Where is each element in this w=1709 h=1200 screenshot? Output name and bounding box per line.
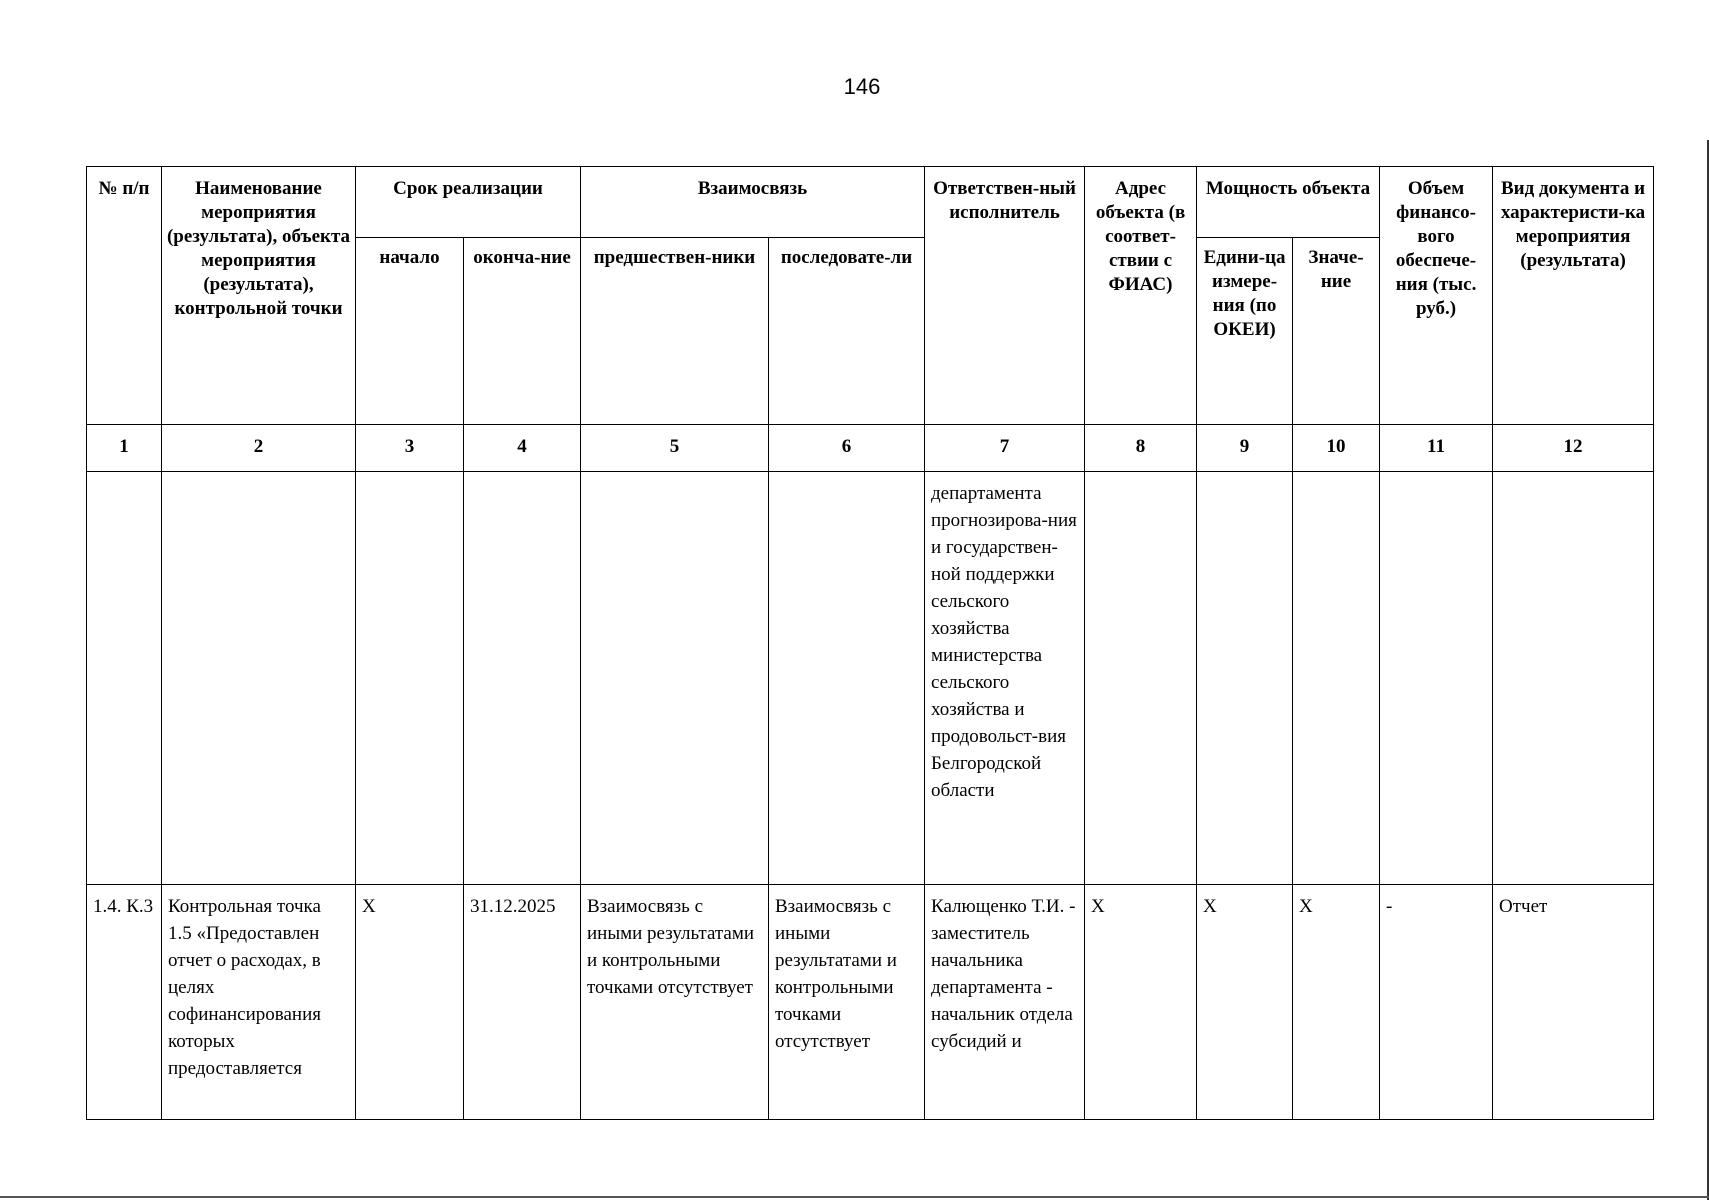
cell-successors: Взаимосвязь с иными результатами и контрольными точками отсутствует [769, 885, 925, 1120]
table-row [87, 472, 1654, 885]
column-number: 5 [581, 425, 769, 472]
cell-address [1085, 472, 1197, 885]
cell-predecessors [581, 472, 769, 885]
table-row [87, 885, 1654, 1120]
column-number: 4 [464, 425, 581, 472]
cell-end: 31.12.2025 [464, 885, 581, 1120]
cell-unit: Х [1197, 885, 1293, 1120]
column-number: 1 [87, 425, 162, 472]
cell-name: Контрольная точка 1.5 «Предоставлен отчет о расходах, в целях софинансирования которых предоставляется [162, 885, 356, 1120]
header-value: Значе-ние [1293, 238, 1380, 425]
column-number: 2 [162, 425, 356, 472]
header-name: Наименование мероприятия (результата), объекта мероприятия (результата), контрольной точки [162, 167, 356, 425]
page-frame-bottom [0, 1196, 1709, 1198]
header-unit: Едини-ца измере-ния (по ОКЕИ) [1197, 238, 1293, 425]
cell-number: 1.4. К.3 [87, 885, 162, 1120]
cell-start: Х [356, 885, 464, 1120]
cell-name [162, 472, 356, 885]
column-number: 12 [1493, 425, 1654, 472]
cell-responsible: департамента прогнозирова-ния и государствен-ной поддержки сельского хозяйства министерства сельского хозяйства и продовольст-вия Белгородской области [925, 472, 1085, 885]
column-numbers-row [87, 425, 1654, 472]
cell-unit [1197, 472, 1293, 885]
page-number: 146 [843, 74, 881, 99]
cell-end [464, 472, 581, 885]
header-doc-type: Вид документа и характеристи-ка мероприятия (результата) [1493, 167, 1654, 425]
cell-responsible: Калющенко Т.И. - заместитель начальника департамента - начальник отдела субсидий и [925, 885, 1085, 1120]
cell-number [87, 472, 162, 885]
header-period: Срок реализации [356, 167, 581, 238]
cell-value: Х [1293, 885, 1380, 1120]
header-predecessors: предшествен-ники [581, 238, 769, 425]
header-end: оконча-ние [464, 238, 581, 425]
header-address: Адрес объекта (в соответ-ствии с ФИАС) [1085, 167, 1197, 425]
column-number: 6 [769, 425, 925, 472]
cell-finance [1380, 472, 1493, 885]
table-header-row-1 [87, 167, 1654, 238]
cell-value [1293, 472, 1380, 885]
cell-address: Х [1085, 885, 1197, 1120]
header-link: Взаимосвязь [581, 167, 925, 238]
header-finance: Объем финансо-вого обеспече-ния (тыс. руб.) [1380, 167, 1493, 425]
header-capacity: Мощность объекта [1197, 167, 1380, 238]
column-number: 3 [356, 425, 464, 472]
header-successors: последовате-ли [769, 238, 925, 425]
cell-predecessors: Взаимосвязь с иными результатами и контрольными точками отсутствует [581, 885, 769, 1120]
header-number: № п/п [87, 167, 162, 425]
implementation-plan-table [86, 166, 1654, 1120]
column-number: 7 [925, 425, 1085, 472]
cell-successors [769, 472, 925, 885]
column-number: 10 [1293, 425, 1380, 472]
header-responsible: Ответствен-ный исполнитель [925, 167, 1085, 425]
cell-start [356, 472, 464, 885]
column-number: 11 [1380, 425, 1493, 472]
cell-doc-type: Отчет [1493, 885, 1654, 1120]
column-number: 8 [1085, 425, 1197, 472]
header-start: начало [356, 238, 464, 425]
column-number: 9 [1197, 425, 1293, 472]
cell-doc-type [1493, 472, 1654, 885]
cell-finance: - [1380, 885, 1493, 1120]
